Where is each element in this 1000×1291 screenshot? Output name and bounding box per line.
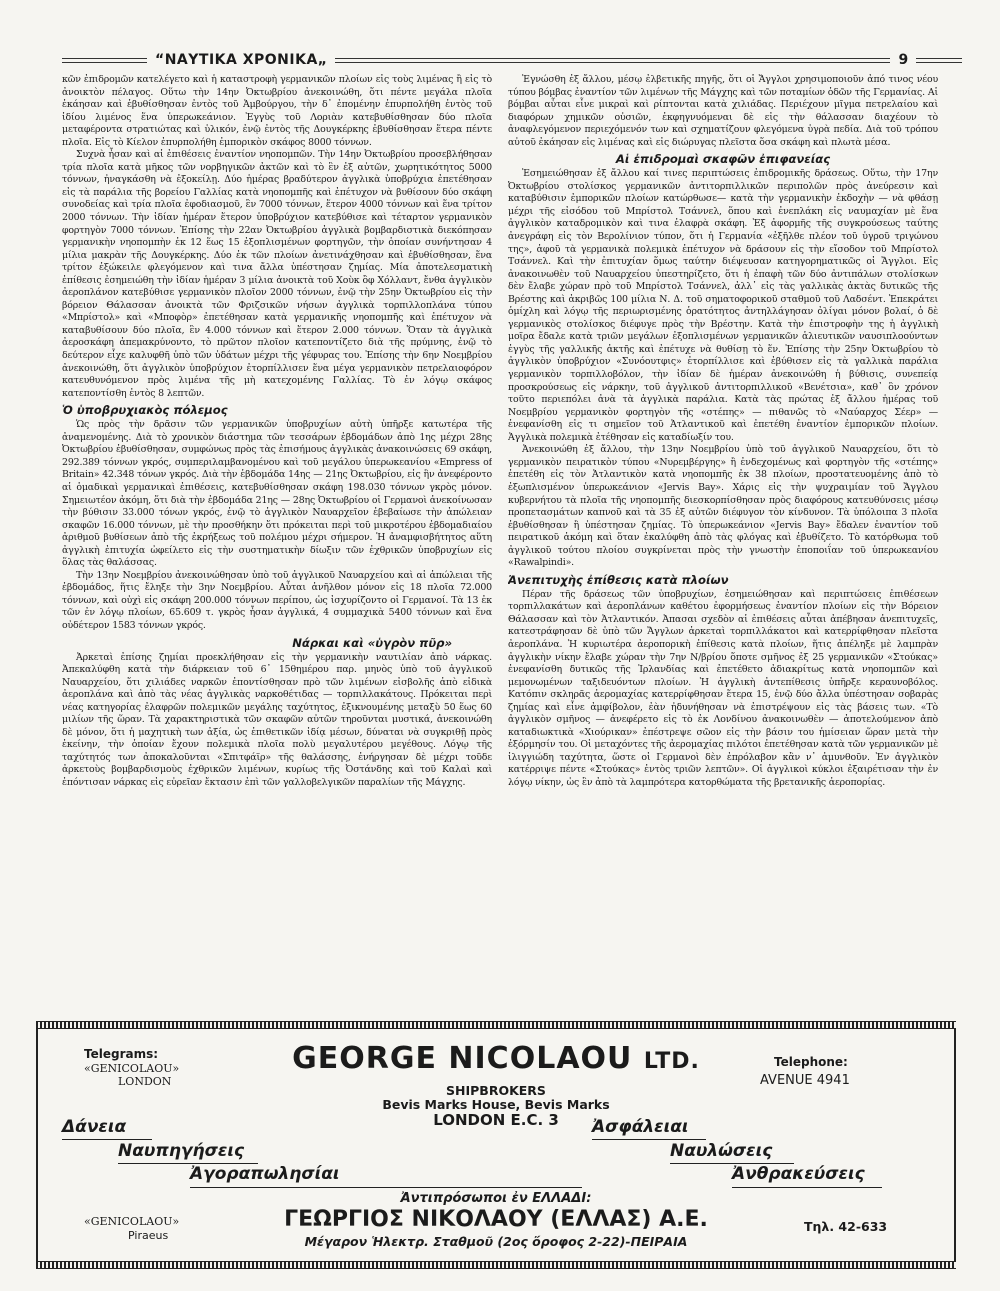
service-underline <box>190 1187 372 1188</box>
paragraph: Ἐσημειώθησαν ἐξ ἄλλου καί τινες περιπτώσεις ἐπιδρομικῆς δράσεως. Οὕτω, τὴν 17ην Ὀκτωβρίου στολίσκος γερμανικῶν ἀντιτορπιλλικῶν περιπολῶν πρὸς ἀνεύρεσιν καὶ καταβύθισιν ἐμπορικῶν πλοίων κατώρθωσε— κατὰ τὴν γερμανικὴν ἐκδοχὴν — νὰ φθάσῃ μέχρι τῆς εἰσόδου τοῦ Μπρίστολ Τσάννελ, ὅπου καὶ ἐνεπλάκη εἰς ναυμαχίαν μὲ ἕνα ἀγγλικὸν καταδρομικὸν καὶ τινα ἐλαφρὰ σκάφη. Ἐξ ἀφορμῆς τῆς συγκρούσεως ταύτης ἀνεγράφη εἰς τὸν Βερολίνιον τύπον, ὅτι ἡ Γερμανία «ἐξῆλθε πλέον τοῦ ὑγροῦ τριγώνου της», ἀφοῦ τὰ γερμανικὰ πολεμικὰ ἐπέτυχον νὰ δράσουν εἰς τὴν εἴσοδον τοῦ Μπρίστολ Τσάννελ. Καὶ τὴν ἐπιτυχίαν ὅμως ταύτην διέψευσαν κατηγορηματικῶς οἱ Ἄγγλοι. Εἰς ἀνακοινωθὲν τοῦ Ναυαρχείου ὑπεστηρίζετο, ὅτι ἡ ἐπαφὴ τῶν δύο ἀντιπάλων στολίσκων δὲν ἔλαβε χώραν πρὸ τοῦ Μπρίστολ Τσάννελ, ἀλλ᾽ εἰς τὰς γαλλικὰς ἀκτὰς δυτικῶς τῆς Βρέστης καὶ ἀκριβῶς 100 μίλια Ν. Δ. τοῦ σηματοφορικοῦ σταθμοῦ τοῦ Λαδσέντ. Ἐπεκράτει ὁμίχλη καὶ λόγῳ τῆς περιωρισμένης ὁρατότητος ἀντηλλάγησαν ὀλίγαι μόνον βολαί, ὁ δὲ γερμανικὸς στολίσκος διέφυγε πρὸς τὴν Βρέστην. Κατὰ τὴν ἐπιστροφὴν της ἡ ἀγγλικὴ μοῖρα ἔδαλε κατὰ τριῶν μεγάλων ἐξοπλισμένων γερμανικῶν ἁλιευτικῶν ναυσιπλοούντων ἐγγὺς τῆς γαλλικῆς ἀκτῆς καὶ ἐπέτυχε νὰ θυθίσῃ τὸ ἕν. Ἐπίσης τὴν 25ην Ὀκτωβρίου τὸ ἀγγλικὸν ὑποβρύχιον «Συνόουτφις» ἐτορπίλλισε καὶ ἐβύθισεν εἰς τὰ γαλλικὰ παράλια γερμανικὸν τορπιλλοβόλον, τὴν ἰδίαν δὲ ἡμέραν ἀνεκοινώθη ἡ βύθισις, συνεπείᾳ προσκρούσεως εἰς νάρκην, τοῦ ἀγγλικοῦ ἀντιτορπιλλικοῦ «Βενέτσια», καθ᾽ ὃν χρόνον τοῦτο περιεπόλει ἀνὰ τὰ ἀγγλικὰ παράλια. Κατὰ τὰς πρώτας ἐξ ἄλλου ἡμέρας τοῦ Νοεμβρίου γερμανικὸν φορτηγὸν τῆς «στέπης» — πιθανῶς τὸ «Ναύαρχος Σέερ» — ἐνεφανίσθη εἰς τι σημεῖον τοῦ Ἀτλαντικοῦ καὶ ἐπετέθη ἐναντίον ἐμπορικῶν πλοίων. Ἀγγλικὰ πολεμικὰ ἐτέθησαν εἰς καταδίωξίν του. <box>508 168 938 443</box>
magazine-title: “ΝΑΥΤΙΚΑ ΧΡΟΝΙΚΑ„ <box>155 52 328 68</box>
paragraph: Ἀρκεταὶ ἐπίσης ζημίαι προεκλήθησαν εἰς τὴν γερμανικὴν ναυτιλίαν ἀπὸ νάρκας. Ἀπεκαλύφθη κατὰ τὴν διάρκειαν τοῦ 6᾽ 15θημέρου παρ. μηνὸς ὑπὸ τοῦ ἀγγλικοῦ Ναυαρχείου, ὅτι χιλιάδες ναρκῶν ἐποντίσθησαν πρὸ τῶν λιμένων εἰσβολῆς ἀπὸ εἰδικὰ ἀεροπλάνα καὶ ἀπὸ τὰς νέας ἀγγλικὰς ναρκοθέτιδας — τορπιλλακάτους. Πρόκειται περὶ νέας κατηγορίας ἐλαφρῶν πολεμικῶν μεγάλης ταχύτητος, ἐξικνουμένης μεταξὺ 50 ἕως 60 μιλίων τῆς ὥραν. Τὰ χαρακτηριστικὰ τῶν σκαφῶν αὐτῶν τηροῦνται μυστικά, ἀνεκοινώθη δὲ μόνον, ὅτι ἡ μαχητικὴ των ἀξία, ὡς ἐπιθετικῶν ἰδίᾳ μέσων, δύναται νὰ συγκριθῇ πρὸς ἐκείνην, τὴν ὁποίαν ἔχουν πολεμικὰ πλοῖα πολὺ μεγαλυτέρου μεγέθους. Λόγῳ τῆς ταχύτητός των ἀποκαλοῦνται «Σπιτφάϊρ» τῆς θαλάσσης, ἐνήργησαν δὲ μέχρι τοῦδε ἀρκετοὺς βομβαρδισμοὺς ἐχθρικῶν λιμένων, κυρίως τῆς Ὀστάνδης καὶ τοῦ Καλαὶ καὶ ἐπόντισαν νάρκας εἰς εὐρεῖαν ἔκτασιν ἐπὶ τῶν γαλλοβελγικῶν παραλίων τῆς Μάγχης. <box>62 651 492 788</box>
greek-telegrams-code: «GENICOLAOU» <box>84 1215 180 1228</box>
telegrams-city: LONDON <box>118 1075 172 1088</box>
paragraph: Τὴν 13ην Νοεμβρίου ἀνεκοινώθησαν ὑπὸ τοῦ ἀγγλικοῦ Ναυαρχείου καὶ αἱ ἀπώλειαι τῆς ἑβδομάδος, ἥτις ἔληξε τὴν 3ην Νοεμβρίου. Αὗται ἀνῆλθον μόνον εἰς 18 πλοῖα 72.000 τόννων, καὶ οὐχὶ εἰς σκάφη 200.000 τόννων περίπου, ὡς ἰσχυρίζοντο οἱ Γερμανοί. Τὰ 13 ἐκ τῶν ἐν λόγῳ πλοίων, 65.609 τ. γκρὸς ἦσαν ἀγγλικά, 4 συμμαχικὰ 5400 τόννων καὶ ἕνα οὐδέτερον 1583 τόννων γκρός. <box>62 569 492 631</box>
representatives-title: Ἀντιπρόσωποι ἐν ΕΛΛΑΔΙ: <box>400 1191 592 1206</box>
telephone-label: Telephone: <box>774 1055 848 1069</box>
paragraph: Ἀνεκοινώθη ἐξ ἄλλου, τὴν 13ην Νοεμβρίου ὑπὸ τοῦ ἀγγλικοῦ Ναυαρχείου, ὅτι τὸ γερμανικὸν πειρατικὸν τύπου «Νυρεμβέργης» ἢ ἐνδεχομένως καὶ φορτηγὸν τῆς «στέπης» ἐπετέθη εἰς τὸν Ἀτλαντικὸν κατὰ νηοπομπῆς ἐκ 38 πλοίων, προστατευομένης ἀπὸ τὸ ἐξωπλισμένον ὑπερωκεάνιον «Jervis Bay». Χάρις εἰς τὴν ψυχραιμίαν τοῦ Ἄγγλου κυβερνήτου τὰ πλοῖα τῆς νηοπομπῆς διεσκορπίσθησαν πρὸς διαφόρους κατευθύνσεις μέσῳ προπετασμάτων καπνοῦ καὶ τὰ 35 ἐξ αὐτῶν διέφυγον τὸν κίνδυνον. Τὰ ὑπόλοιπα 3 πλοῖα ἐβυθίσθησαν ἢ ὑπέστησαν ζημίας. Τὸ ὑπερωκεάνιον «Jervis Bay» ἔδαλεν ἐναντίον τοῦ πειρατικοῦ ἀκόμη καὶ ὅταν ἐκαλύφθη ἀπὸ τὰς φλόγας καὶ ἐβυθίζετο. Τὸ κατόρθωμα τοῦ ἀγγλικοῦ τούτου πλοίου συγκρίνεται πρὸς τὴν γνωστὴν ἐποποιΐαν τοῦ ὑπερωκεανίου «Rawalpindi». <box>508 444 938 569</box>
ad-border-bottom <box>36 1261 956 1269</box>
service-bunkering: Ἀνθρακεύσεις <box>732 1164 865 1184</box>
section-heading-surface-raids: Αἱ ἐπιδρομαὶ σκαφῶν ἐπιφανείας <box>615 152 831 167</box>
paragraph: κῶν ἐπιδρομῶν κατελέγετο καὶ ἡ καταστροφὴ γερμανικῶν πλοίων εἰς τοὺς λιμένας ἢ εἰς τὸ ἀνοικτὸν πέλαγος. Οὕτω τὴν 14ην Ὀκτωβρίου ἀνεκοινώθη, ὅτι πέντε μεγάλα πλοῖα ἐκάησαν καὶ ἐβυθίσθησαν ἐντὸς τοῦ Ἀμβούργου, τὴν δ᾽ ἐπομένην ἐπυρπολήθη ἐντὸς τοῦ ἰδίου λιμένος ἕνα ὑπερωκεάνιον. Ἐγγὺς τοῦ Λοριὰν κατεβυθίσθησαν δύο πλοῖα μεταφέροντα στρατιώτας καὶ ὑλικόν, ἐνῷ ἐντὸς τῆς Δουγκέρκης ἐβυθίσθησαν ἕτερα πέντε πλοῖα. Εἰς τὸ Κίελον ἐπυρπολήθη ἐμπορικὸν σκάφος 8000 τόννων. <box>62 74 492 148</box>
greek-company-name: ΓΕΩΡΓΙΟΣ ΝΙΚΟΛΑΟΥ (ΕΛΛΑΣ) Α.Ε. <box>284 1207 708 1232</box>
company-suffix: LTD. <box>643 1049 700 1074</box>
service-sales: Ἀγοραπωλησίαι <box>190 1164 340 1184</box>
paragraph: Ἐγνώσθη ἐξ ἄλλου, μέσῳ ἐλβετικῆς πηγῆς, ὅτι οἱ Ἄγγλοι χρησιμοποιοῦν ἀπό τινος νέου τύπου βόμβας ἐναντίον τῶν λιμένων τῆς Μάγχης καὶ τῶν ποταμίων ὁδῶν τῆς Γερμανίας. Αἱ βόμβαι αὗται εἶνε μικραὶ καὶ ρίπτονται κατὰ χιλιάδας. Περιέχουν μῖγμα πετρελαίου καὶ διαφόρων χημικῶν οὐσιῶν, ἐκφηγνυόμεναι δὲ εἰς τὴν θάλασσαν διαχέουν τὸ ἀναφλεγόμενον περιεχόμενόν των καὶ σχηματίζουν φλεγόμενα ὑγρὰ πεδία. Διὰ τοῦ τρόπου αὐτοῦ ἐκάησαν εἰς λιμένας καὶ εἰς διώρυγας πλεῖστα ὅσα σκάφη καὶ πλωτὰ μέσα. <box>508 74 938 148</box>
london-address: Bevis Marks House, Bevis Marks <box>382 1097 610 1112</box>
service-underline <box>732 1187 882 1188</box>
right-column <box>508 74 938 972</box>
section-heading-submarine-war: Ὁ ὑποβρυχιακὸς πόλεμος <box>62 403 228 418</box>
ad-body <box>36 1029 956 1261</box>
ad-border-top <box>36 1021 956 1029</box>
greek-address: Μέγαρον Ἡλεκτρ. Σταθμοῦ (2ος ὄροφος 2-22)-ΠΕΙΡΑΙΑ <box>304 1234 688 1249</box>
paragraph: Συχνὰ ἦσαν καὶ αἱ ἐπιθέσεις ἐναντίον νηοπομπῶν. Τὴν 14ην Ὀκτωβρίου προσεβλήθησαν τρία πλοῖα κατὰ μῆκος τῶν νορβηγικῶν ἀκτῶν καὶ τὸ ἓν ἐξ αὐτῶν, χωρητικότητος 5000 τόννων, ἠναγκάσθη νὰ ἐξοκείλῃ. Δύο ἡμέρας βραδύτερον ἀγγλικὰ ὑποβρύχια ἐπετέθησαν εἰς τὰ παράλια τῆς βορείου Γαλλίας κατὰ νηοπομπῆς καὶ ἐπέτυχον νὰ βυθίσουν δύο σκάφη συνοδείας καὶ τρία πλοῖα ἐφοδιασμοῦ, ἓν 7000 τόννων, ἕτερον 4000 τόννων καὶ ἕνα τρίτον 2000 τόννων. Τὴν ἰδίαν ἡμέραν ἕτερον ὑποβρύχιον κατεβύθισε καὶ τέταρτον γερμανικὸν φορτηγὸν 7000 τόννων. Ἐπίσης τὴν 22αν Ὀκτωβρίου ἀγγλικὰ βομβαρδιστικὰ διεκόπησαν γερμανικὴν νηοπομπὴν ἐκ 12 ἕως 15 ἐξοπλισμένων φορτηγῶν, τὴν ὁποίαν συνήντησαν 4 μίλια μακρὰν τῆς Δουγκέρκης. Δύο ἐκ τῶν πλοίων ἀνετινάχθησαν καὶ ἐβυθίσθησαν, ἕνα τρίτον ἐξώκειλε φλεγόμενον καὶ τινα ἄλλα ὑπέστησαν ζημίας. Μία ἀποτελεσματικὴ ἐπίθεσις ἐσημειώθη τὴν ἰδίαν ἡμέραν 3 μίλια ἀνοικτὰ τοῦ Χοὺκ ὂφ Χόλλαντ, ἔνθα ἀγγλικὸν ἀεροπλάνον κατεβύθισε γερμανικὸν πλοῖον 2000 τόννων, ἐνῷ τὴν 25ην Ὀκτωβρίου εἰς τὴν βόρειον Θάλασσαν ἀνοικτὰ τῶν Φριζσικῶν νήσων ἀγγλικὰ τορπιλλοπλάνα τύπου «Μπρίστολ» καὶ «Μποφὸρ» ἐπετέθησαν κατὰ γερμανικῆς νηοπομπῆς καὶ ἐπέτυχον νὰ καταβυθίσουν δύο πλοῖα, ἓν 4.000 τόννων καὶ ἕτερον 2.000 τόννων. Ὅταν τὰ ἀγγλικὰ ἀεροσκάφη ἀπεμακρύνοντο, τὸ πρῶτον πλοῖον κατεποντίζετο διὰ τῆς πρύμνης, ἐνῷ τὸ δεύτερον εἶχε καλυφθῆ ὑπὸ τῶν ὑδάτων μέχρι τῆς γέφυρας του. Ἐπίσης τὴν 6ην Νοεμβρίου ἀνεκοινώθη, ὅτι ἀγγλικὸν ὑποβρύχιον ἐτορπίλλισεν ἕνα μέγα γερμανικὸν πετρελαιοφόρον κατευθυνόμενον πρὸς λιμένα τῆς μὴ κατεχομένης Γαλλίας. Τὸ ἐν λόγῳ σκάφος κατεποντίσθη ἐντὸς 8 λεπτῶν. <box>62 149 492 399</box>
london-city: LONDON E.C. 3 <box>433 1111 559 1129</box>
page-number: 9 <box>898 52 909 68</box>
business-type: SHIPBROKERS <box>446 1083 546 1098</box>
greek-phone: Τηλ. 42-633 <box>804 1219 888 1234</box>
company-name-text: GEORGE NICOLAOU <box>292 1041 633 1076</box>
greek-telegrams-city: Piraeus <box>128 1229 169 1242</box>
paragraph: Πέραν τῆς δράσεως τῶν ὑποβρυχίων, ἐσημειώθησαν καὶ περιπτώσεις ἐπιθέσεων τορπιλλακάτων καὶ ἀεροπλάνων καθέτου ἐφορμήσεως ἐναντίον πλοίων εἰς τὴν Βόρειον Θάλασσαν καὶ τὸν Ἀτλαντικόν. Ἀπασαι σχεδὸν αἱ ἐπιθέσεις αὗται ἀπέβησαν ἀνεπιτυχεῖς, κατεστράφησαν δὲ ὑπὸ τῶν Ἄγγλων ἀρκεταὶ τορπιλλάκατοι καὶ κατερρίφθησαν πλεῖστα ἀεροπλάνα. Ἡ κυριωτέρα ἀεροπορικὴ ἐπίθεσις κατὰ πλοίων, ἥτις ἀπέληξε μὲ λαμπρὰν ἀγγλικὴν νίκην ἔλαβε χώραν τὴν 7ην Ν/βρίου ὅποτε σμῆνος ἐξ 25 γερμανικῶν «Στούκας» ἐνεφανίσθη δυτικῶς τῆς Ἰρλανδίας καὶ ἐπετέθετο ἀδιακρίτως κατὰ νηοπομπῶν καὶ μεμονωμένων ταξιδευόντων πλοίων. Ἡ ἀγγλικὴ ἀντεπίθεσις ὑπῆρξε κεραυνοβόλος. Κατόπιν σκληρᾶς ἀερομαχίας κατερρίφθησαν ἕτερα 15, ἐνῷ δύο ἄλλα ὑπέστησαν σοβαρὰς ζημίας καὶ εἶνε ἀμφίβολον, ἐὰν ἠδυνήθησαν νὰ ἐπιστρέψουν εἰς τὰς βάσεις των. «Τὸ ἀγγλικὸν σμῆνος — ἀνεφέρετο εἰς τὸ ἐκ Λονδίνου ἀνακοινωθὲν — ἀποτελούμενον ἀπὸ καταδιωκτικὰ «Χιούρικαν» ἐπέστρεψε σῶον εἰς τὴν βάσιν του ἡμίσειαν ὥραν μετὰ τὴν ἐξόρμησίν του. Οἱ μεταχόντες τῆς ἀερομαχίας πιλότοι ἐπετέθησαν κατὰ τῶν γερμανικῶν μὲ ἰλιγγιώδη ταχύτητα, ὥστε οἱ Γερμανοὶ δὲν ἐπρόλαβον κἂν ν᾽ ἀμυνθοῦν. Ἐν ἀγγλικὸν κατέρριψε πέντε «Στούκας» ἐντὸς τριῶν λεπτῶν». Οἱ ἀγγλικοὶ κύκλοι ἐξαιρέτισαν τὴν ἐν λόγῳ νίκην, ὡς ἓν ἀπὸ τὰ λαμπρότερα κατορθώματα τῆς βρετανικῆς ἀεροπορίας. <box>508 588 938 788</box>
service-underline <box>592 1139 706 1140</box>
telegrams-code: «GENICOLAOU» <box>84 1062 180 1075</box>
service-loans: Δάνεια <box>62 1117 127 1137</box>
service-shipbuilding: Ναυπηγήσεις <box>118 1141 245 1161</box>
service-underline <box>62 1139 152 1140</box>
section-heading-failed-attack: Ἀνεπιτυχὴς ἐπίθεσις κατὰ πλοίων <box>508 572 729 587</box>
divider-rule <box>352 1187 582 1188</box>
telegrams-label: Telegrams: <box>84 1047 159 1061</box>
advertisement <box>36 1021 956 1269</box>
header-rule-left <box>62 58 147 63</box>
section-heading-mines: Νάρκαι καὶ «ὑγρὸν πῦρ» <box>292 635 452 650</box>
header-rule-middle <box>335 58 890 63</box>
left-column <box>62 74 492 972</box>
telephone-number: AVENUE 4941 <box>760 1073 850 1088</box>
service-chartering: Ναυλώσεις <box>670 1141 773 1161</box>
header-rule-right <box>916 58 962 63</box>
running-header <box>62 50 942 70</box>
service-insurance: Ἀσφάλειαι <box>592 1117 689 1137</box>
paragraph: Ὡς πρὸς τὴν δρᾶσιν τῶν γερμανικῶν ὑποβρυχίων αὐτὴ ὑπῆρξε κατωτέρα τῆς ἀναμενομένης. Διὰ τὸ χρονικὸν διάστημα τῶν τεσσάρων ἑβδομάδων ἀπὸ 1ης μέχρι 28ης Ὀκτωβρίου ἐβυθίσθησαν, συμφώνως πρὸς τὰς ἐπισήμους ἀγγλικὰς ἀνακοινώσεις 69 σκάφη, 292.389 τόννων γκρός, συμπεριλαμβανομένου καὶ τοῦ μεγάλου ὑπερωκεανίου «Empress of Britain» 42.348 τόνων γκρός. Διὰ τὴν ἑβδομάδα 14ης — 21ης Ὀκτωβρίου, εἰς ἣν ἀνεφέροντο αἱ ὁμαδικαὶ γερμανικαὶ ἐπιθέσεις, κατεβυθίσθησαν σκάφη 198.030 τόννων γκρὸς μόνον. Σημειωτέον ἀκόμη, ὅτι διὰ τὴν ἑβδομάδα 21ης — 28ης Ὀκτωβρίου οἱ Γερμανοὶ ἀνεκοίνωσαν τὴν βύθισιν 33.000 τόνων γκρός, ἐνῷ τὸ ἀγγλικὸν Ναυαρχεῖον ἐβεβαίωσε τὴν ἀπώλειαν σκαφῶν 16.000 τόννων, μὲ τὴν προσθήκην ὅτι πρόκειται περὶ τοῦ μικροτέρου ἑβδομαδιαίου ἀριθμοῦ βυθίσεων ἀπὸ τῆς ἐκρήξεως τοῦ πολέμου μέχρι σήμερον. Ἡ ἀναμφισβήτητος αὕτη ἀγγλικὴ ἐπιτυχία ὠφείλετο εἰς τὴν συστηματικὴν δίωξιν τῶν ἐχθρικῶν ὑποβρυχίων εἰς ὅλας τὰς θαλάσσας. <box>62 419 492 569</box>
